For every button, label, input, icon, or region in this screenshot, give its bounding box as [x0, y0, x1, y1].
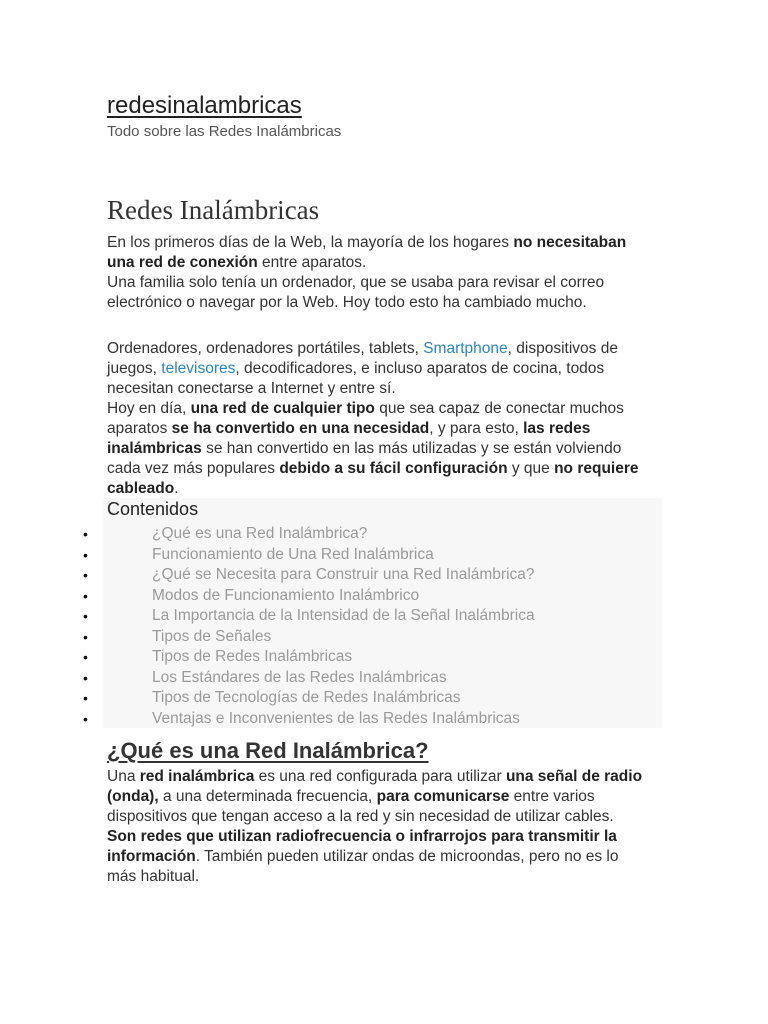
bullet-icon: •: [83, 710, 88, 727]
blog-title-link[interactable]: redesinalambricas: [107, 92, 302, 119]
post-title: Redes Inalámbricas: [107, 195, 320, 225]
bullet-icon: •: [83, 608, 88, 624]
intro-text: Una familia solo tenía un ordenador, que se usaba para revisar el correo electrónico o navegar por la Web. Hoy todo esto ha cambiado mucho.: [107, 274, 605, 311]
section-paragraph: [107, 767, 652, 887]
section-title: ¿Qué es una Red Inalámbrica?: [107, 738, 429, 763]
devices-bold: se ha convertido en una necesidad: [171, 420, 430, 437]
intro-bold: no necesitaban una red de conexión: [107, 234, 627, 271]
section-text: . También pueden utilizar ondas de microondas, pero no es lo más habitual.: [107, 848, 619, 885]
devices-text: Hoy en día,: [107, 400, 191, 417]
section-bold: una señal de radio (onda),: [107, 768, 643, 805]
section-text: a una determinada frecuencia,: [158, 788, 377, 805]
toc-link[interactable]: Funcionamiento de Una Red Inalámbrica: [152, 545, 434, 563]
toc-link[interactable]: Modos de Funcionamiento Inalámbrico: [152, 586, 420, 604]
intro-paragraph: [107, 233, 652, 313]
devices-text: se han convertido en las más utilizadas y se están volviendo cada vez más populares: [107, 440, 622, 477]
section-bold: red inalámbrica: [139, 768, 255, 785]
devices-text: , dispositivos de juegos,: [107, 340, 618, 377]
table-of-contents: [83, 498, 662, 728]
devices-paragraph: [107, 339, 652, 499]
toc-link[interactable]: ¿Qué es una Red Inalámbrica?: [152, 525, 368, 542]
bullet-icon: •: [83, 669, 88, 686]
bullet-icon: •: [83, 628, 88, 645]
intro-text: entre aparatos.: [257, 254, 367, 271]
section-bold: Son redes que utilizan radiofrecuencia o infrarrojos para transmitir la información: [107, 828, 617, 865]
devices-bold: las redes inalámbricas: [107, 420, 591, 457]
bullet-icon: •: [83, 649, 88, 665]
toc-link[interactable]: La Importancia de la Intensidad de la Señal Inalámbrica: [152, 607, 535, 624]
devices-text: , y para esto,: [429, 420, 524, 437]
bullet-icon: •: [83, 567, 88, 583]
toc-link[interactable]: Tipos de Redes Inalámbricas: [152, 648, 353, 665]
devices-text: , decodificadores, e incluso aparatos de cocina, todos necesitan conectarse a Internet y entre sí.: [107, 360, 605, 397]
bullet-icon: •: [83, 546, 88, 563]
section-text: es una red configurada para utilizar: [254, 768, 506, 785]
section-text: entre varios dispositivos que tengan acceso a la red y sin necesidad de utilizar cables.: [107, 788, 614, 825]
toc-link[interactable]: Los Estándares de las Redes Inalámbricas: [152, 668, 447, 686]
toc-link[interactable]: Tipos de Señales: [152, 627, 272, 645]
bullet-icon: •: [83, 690, 88, 706]
section-bold: para comunicarse: [376, 788, 510, 805]
devices-bold: una red de cualquier tipo: [190, 400, 375, 417]
bullet-icon: •: [83, 587, 88, 604]
toc-title: Contenidos: [107, 499, 199, 519]
smartphone-link[interactable]: Smartphone: [423, 340, 508, 357]
bullet-icon: •: [83, 526, 88, 542]
devices-bold: no requiere cableado: [107, 460, 639, 497]
devices-text: .: [174, 480, 179, 497]
toc-link[interactable]: Tipos de Tecnologías de Redes Inalámbricas: [152, 689, 461, 706]
section-text: Una: [107, 768, 140, 785]
blog-description: Todo sobre las Redes Inalámbricas: [107, 123, 342, 140]
devices-text: y que: [507, 460, 555, 477]
toc-link[interactable]: ¿Qué se Necesita para Construir una Red Inalámbrica?: [152, 566, 535, 583]
devices-bold: debido a su fácil configuración: [279, 460, 508, 477]
televisores-link[interactable]: televisores: [161, 360, 236, 377]
toc-link[interactable]: Ventajas e Inconvenientes de las Redes Inalámbricas: [152, 709, 520, 727]
devices-text: que sea capaz de conectar muchos aparatos: [107, 400, 624, 437]
intro-text: En los primeros días de la Web, la mayoría de los hogares: [107, 234, 514, 251]
devices-text: Ordenadores, ordenadores portátiles, tablets,: [107, 340, 424, 357]
